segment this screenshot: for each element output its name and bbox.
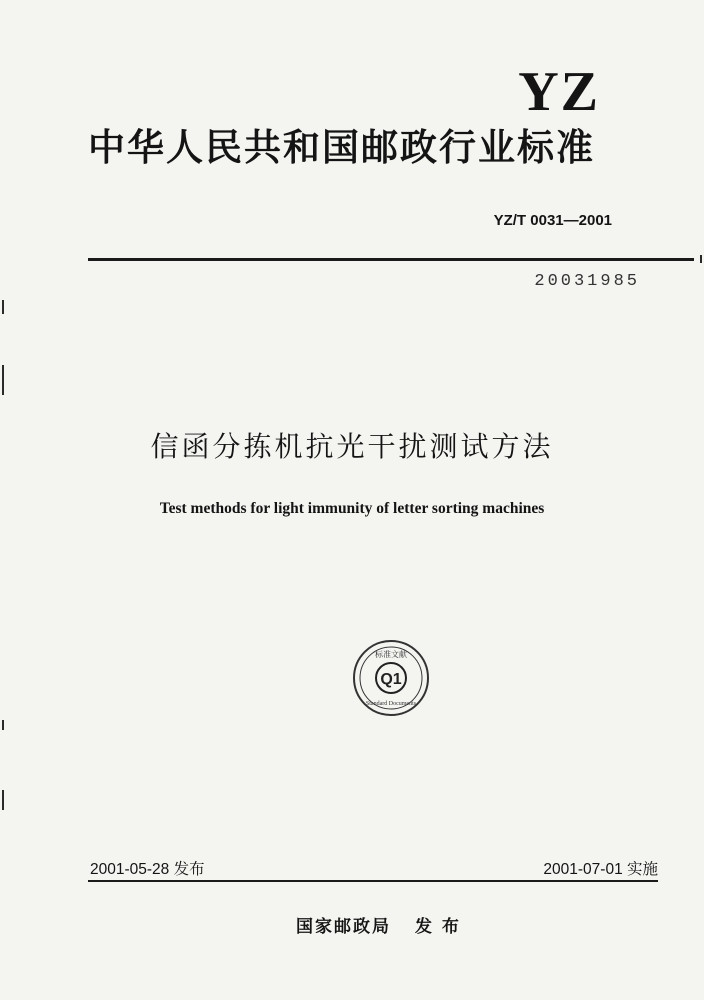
standard-category-title: 中华人民共和国邮政行业标准 — [88, 126, 595, 169]
publisher-action: 发 布 — [415, 917, 461, 937]
seal-bottom-text: Standard Documents — [365, 701, 417, 707]
footer-divider — [88, 880, 658, 882]
serial-number: 20031985 — [534, 272, 640, 291]
issue-date: 2001-05-28 发布 — [90, 861, 205, 878]
header-divider — [88, 258, 694, 261]
document-title-chinese: 信函分拣机抗光干扰测试方法 — [150, 430, 554, 463]
publisher-name: 国家邮政局 — [296, 917, 391, 937]
library-seal-icon — [351, 638, 431, 718]
document-title-english: Test methods for light immunity of letter sorting machines — [159, 500, 545, 517]
implementation-date: 2001-07-01 实施 — [543, 861, 658, 878]
standard-code: YZ — [518, 61, 600, 123]
seal-inner-text: Q1 — [380, 671, 402, 688]
seal-top-text: 标准文献 — [375, 650, 407, 659]
standard-number: YZ/T 0031—2001 — [493, 212, 612, 229]
publisher-line — [296, 912, 461, 937]
